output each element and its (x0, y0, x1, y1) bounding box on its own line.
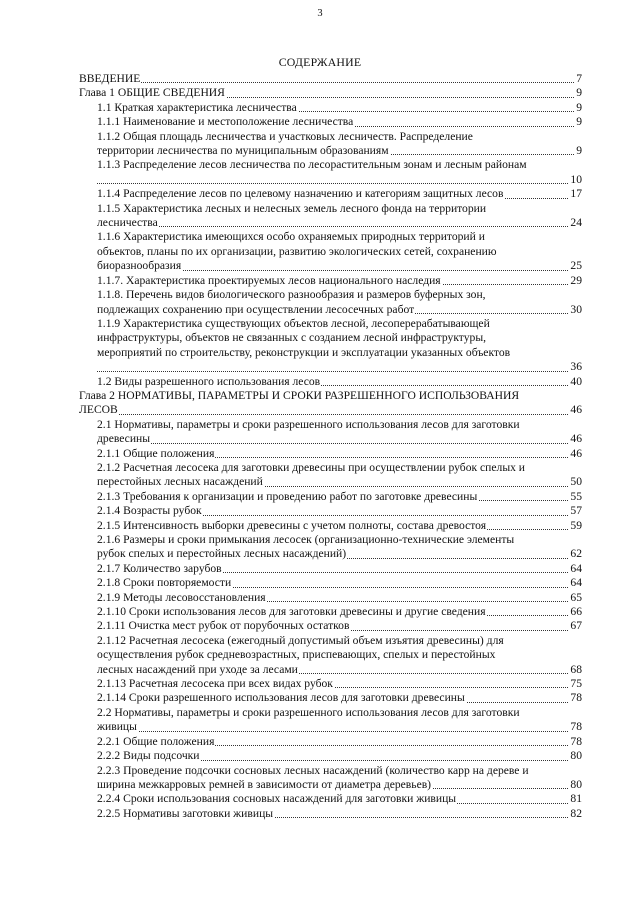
toc-page-number: 64 (570, 561, 582, 575)
toc-entry-leader (97, 792, 582, 806)
toc-entry-text: рубок спелых и перестойных лесных насаждений) (97, 547, 347, 561)
toc-page-number: 78 (570, 734, 582, 748)
toc-entry-text: 2.1.1 Общие положения (97, 446, 215, 460)
toc-page-number: 78 (570, 720, 582, 734)
toc-entry-text: перестойных лесных насаждений (97, 475, 263, 489)
toc-page-number: 9 (576, 144, 582, 158)
toc-entry-leader (97, 749, 582, 763)
toc-entry-text: 1.2 Виды разрешенного использования лесов (97, 374, 321, 388)
toc-entry-text: объектов, планы по их организации, развитию экологических сетей, сохранению (97, 244, 497, 258)
toc-entry-text: 2.1.3 Требования к организации и проведению работ по заготовке древесины (97, 489, 478, 503)
toc-entry-leader (97, 447, 582, 461)
toc-entry-text: 2.2 Нормативы, параметры и сроки разрешенного использования лесов для заготовки (97, 705, 520, 719)
toc-page-number: 55 (570, 489, 582, 503)
toc-entry-leader (97, 101, 582, 115)
toc-page-number: 59 (570, 518, 582, 532)
toc-entry-text (97, 360, 101, 373)
toc-page-number: 68 (570, 662, 582, 676)
toc-entry[interactable] (79, 519, 582, 533)
toc-entry-text: 1.1.2 Общая площадь лесничества и участковых лесничеств. Распределение (97, 129, 473, 143)
toc-entry-text: древесины (97, 432, 151, 446)
toc-entry[interactable] (79, 461, 582, 490)
toc-page-number: 65 (570, 590, 582, 604)
toc-entry-text: 2.1.11 Очистка мест рубок от порубочных остатков (97, 619, 350, 633)
toc-entry[interactable] (79, 389, 582, 418)
toc-entry-text: лесничества (97, 216, 158, 230)
toc-entry[interactable] (79, 749, 582, 763)
toc-entry-leader (97, 720, 582, 734)
toc-entry[interactable] (79, 562, 582, 576)
toc-entry-text: 2.1.12 Расчетная лесосека (ежегодный допустимый объем изъятия древесины) для (97, 633, 504, 647)
toc-entry[interactable] (79, 735, 582, 749)
toc-entry-text: 2.1.14 Сроки разрешенного использования лесов для заготовки древесины (97, 691, 465, 705)
toc-page-number: 25 (570, 259, 582, 273)
toc-entry-leader (97, 274, 582, 288)
toc-entry-leader (97, 504, 582, 518)
toc-entry-text: 1.1.8. Перечень видов биологического разнообразия и размеров буферных зон, (97, 288, 486, 302)
toc-entry-text: лесных насаждений при уходе за лесами (97, 662, 298, 676)
toc-entry-leader (97, 173, 582, 187)
toc-entry[interactable] (79, 288, 582, 317)
toc-title: СОДЕРЖАНИЕ (278, 55, 362, 69)
toc-entry-text: 2.1.7 Количество зарубов (97, 561, 222, 575)
toc-page-number: 67 (570, 619, 582, 633)
toc-entry[interactable] (79, 158, 582, 187)
toc-page-number: 57 (570, 504, 582, 518)
toc-entry[interactable] (79, 576, 582, 590)
toc-page-number: 82 (570, 806, 582, 820)
toc-page-number: 62 (570, 547, 582, 561)
toc-entry-text: территории лесничества по муниципальным образованиям (97, 144, 389, 158)
toc-entry-text: биоразнообразия (97, 259, 182, 273)
toc-entry-leader (97, 303, 582, 317)
toc-entry[interactable] (79, 202, 582, 231)
toc-entry[interactable] (79, 634, 582, 677)
toc-entry-text: 1.1.5 Характеристика лесных и нелесных земель лесного фонда на территории (97, 201, 487, 215)
dot-leader (79, 81, 582, 83)
dot-leader (97, 442, 582, 444)
toc-entry-leader (97, 691, 582, 705)
dot-leader (97, 225, 582, 227)
toc-entry-leader (97, 663, 582, 677)
table-of-contents (79, 72, 582, 821)
toc-entry-leader (97, 144, 582, 158)
toc-entry-text: 2.1.4 Возрасты рубок (97, 504, 202, 518)
toc-entry-text: ширина межкарровых ремней в зависимости от диаметра деревьев) (97, 777, 432, 791)
toc-page-number: 30 (570, 302, 582, 316)
toc-page-number: 75 (570, 677, 582, 691)
toc-entry-leader (97, 562, 582, 576)
toc-entry-text: 2.1.13 Расчетная лесосека при всех видах рубок (97, 677, 333, 691)
toc-entry-leader (97, 375, 582, 389)
toc-entry-text: 2.1.6 Размеры и сроки примыкания лесосек (организационно-технические элементы (97, 533, 515, 546)
toc-entry[interactable] (79, 418, 582, 447)
toc-page-number: 17 (570, 187, 582, 201)
toc-entry-leader (79, 403, 582, 417)
toc-entry[interactable] (79, 72, 582, 86)
toc-entry-text: подлежащих сохранению при осуществлении лесосечных работ (97, 302, 415, 316)
toc-page-number: 81 (570, 792, 582, 806)
toc-entry-leader (79, 72, 582, 86)
page-number: 3 (317, 8, 323, 19)
toc-entry-leader (97, 619, 582, 633)
toc-entry[interactable] (79, 86, 582, 100)
toc-entry-text: 2.2.4 Сроки использования сосновых насаждений для заготовки живицы (97, 792, 457, 806)
toc-page-number: 50 (570, 475, 582, 489)
toc-entry[interactable] (79, 317, 582, 375)
toc-entry[interactable] (79, 706, 582, 735)
toc-entry[interactable] (79, 115, 582, 129)
toc-entry-leader (97, 490, 582, 504)
toc-page-number: 64 (570, 576, 582, 590)
toc-entry-text: 2.1.9 Методы лесовосстановления (97, 590, 266, 604)
toc-page-number: 10 (570, 172, 582, 186)
toc-entry[interactable] (79, 764, 582, 793)
toc-page-number: 29 (570, 273, 582, 287)
toc-entry-text: 2.2.1 Общие положения (97, 734, 215, 748)
toc-entry[interactable] (79, 375, 582, 389)
toc-entry-text: живицы (97, 720, 137, 734)
toc-entry[interactable] (79, 677, 582, 691)
toc-entry-text: 1.1.6 Характеристика имеющихся особо охраняемых природных территорий и (97, 230, 485, 244)
toc-entry-leader (97, 259, 582, 273)
toc-entry-text: 1.1.1 Наименование и местоположение лесничества (97, 115, 354, 129)
toc-page-number: 40 (570, 374, 582, 388)
toc-entry-text: 1.1.9 Характеристика существующих объектов лесной, лесоперерабатывающей (97, 316, 490, 330)
toc-entry[interactable] (79, 130, 582, 159)
toc-entry-leader (97, 576, 582, 590)
toc-entry[interactable] (79, 591, 582, 605)
toc-entry-leader (97, 547, 582, 561)
toc-page-number: 80 (570, 777, 582, 791)
toc-entry-leader (97, 475, 582, 489)
toc-page-number: 36 (570, 360, 582, 374)
toc-entry-text: 2.2.5 Нормативы заготовки живицы (97, 806, 274, 820)
toc-entry-text: инфраструктуры, объектов не связанных с созданием лесной инфраструктуры, (97, 331, 487, 345)
toc-entry[interactable] (79, 807, 582, 821)
dot-leader (97, 730, 582, 732)
toc-entry-text: Глава 2 НОРМАТИВЫ, ПАРАМЕТРЫ И СРОКИ РАЗРЕШЕННОГО ИСПОЛЬЗОВАНИЯ (79, 388, 520, 402)
toc-page-number: 78 (570, 691, 582, 705)
toc-entry-leader (97, 735, 582, 749)
toc-entry[interactable] (79, 274, 582, 288)
toc-page-number: 7 (576, 72, 582, 85)
toc-entry-text: ЛЕСОВ (79, 403, 118, 417)
toc-entry-text: 1.1.7. Характеристика проектируемых лесов национального наследия (97, 273, 441, 287)
toc-entry[interactable] (79, 691, 582, 705)
toc-entry-text: Глава 1 ОБЩИЕ СВЕДЕНИЯ (79, 86, 225, 100)
toc-entry-leader (79, 86, 582, 100)
toc-entry[interactable] (79, 490, 582, 504)
toc-entry-text: осуществления рубок средневозрастных, приспевающих, спелых и перестойных (97, 648, 496, 662)
toc-entry-leader (97, 807, 582, 821)
toc-entry[interactable] (79, 187, 582, 201)
toc-page-number: 9 (576, 115, 582, 129)
toc-entry-text (97, 173, 101, 186)
toc-entry-leader (97, 778, 582, 792)
dot-leader (97, 182, 582, 184)
toc-page-number: 9 (576, 100, 582, 114)
dot-leader (97, 370, 582, 372)
toc-entry-text: 2.2.3 Проведение подсочки сосновых лесных насаждений (количество карр на дереве и (97, 763, 529, 777)
toc-entry[interactable] (79, 101, 582, 115)
toc-entry-leader (97, 591, 582, 605)
toc-entry-text: 2.1.2 Расчетная лесосека для заготовки древесины при осуществлении рубок спелых и (97, 460, 526, 474)
toc-entry-text: 2.2.2 Виды подсочки (97, 749, 200, 763)
toc-entry[interactable] (79, 504, 582, 518)
toc-entry[interactable] (79, 447, 582, 461)
toc-entry-text: мероприятий по строительству, реконструкции и эксплуатации указанных объектов (97, 345, 511, 359)
toc-entry-leader (97, 432, 582, 446)
toc-page-number: 66 (570, 605, 582, 619)
toc-entry-text: 1.1.3 Распределение лесов лесничества по лесорастительным зонам и лесным районам (97, 158, 527, 172)
toc-page-number: 9 (576, 86, 582, 100)
toc-entry[interactable] (79, 605, 582, 619)
toc-entry-leader (97, 216, 582, 230)
toc-entry[interactable] (79, 619, 582, 633)
toc-page-number: 80 (570, 749, 582, 763)
toc-entry-text: ВВЕДЕНИЕ (79, 72, 141, 85)
toc-entry-leader (97, 360, 582, 374)
toc-entry-text: 2.1.8 Сроки повторяемости (97, 576, 232, 590)
toc-entry-text: 2.1 Нормативы, параметры и сроки разрешенного использования лесов для заготовки (97, 417, 520, 431)
toc-entry-text: 2.1.10 Сроки использования лесов для заготовки древесины и другие сведения (97, 605, 486, 619)
toc-entry[interactable] (79, 792, 582, 806)
toc-entry-leader (97, 605, 582, 619)
toc-entry-text: 2.1.5 Интенсивность выборки древесины с учетом полноты, состава древостоя (97, 518, 487, 532)
toc-page-number: 24 (570, 216, 582, 230)
toc-page-number: 46 (570, 446, 582, 460)
toc-page-number: 46 (570, 403, 582, 417)
toc-page-number: 46 (570, 432, 582, 446)
toc-entry-leader (97, 677, 582, 691)
dot-leader (79, 413, 582, 415)
toc-entry-leader (97, 115, 582, 129)
toc-entry-text: 1.1 Краткая характеристика лесничества (97, 100, 297, 114)
toc-entry-leader (97, 519, 582, 533)
toc-entry[interactable] (79, 230, 582, 273)
toc-entry-text: 1.1.4 Распределение лесов по целевому назначению и категориям защитных лесов (97, 187, 504, 201)
toc-entry[interactable] (79, 533, 582, 562)
toc-entry-leader (97, 187, 582, 201)
